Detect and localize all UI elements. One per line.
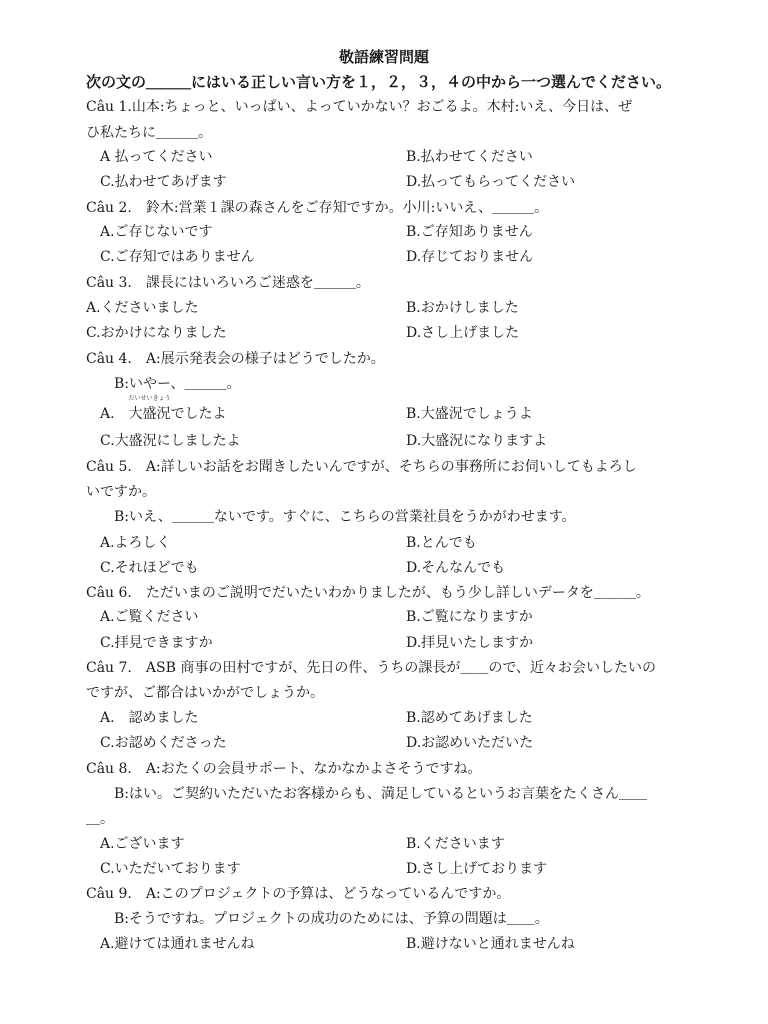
question-3-option-d: D.さし上げました <box>406 325 520 341</box>
question-6-option-d: D.拝見いたしますか <box>406 635 534 651</box>
question-7-line-2: ですが、ご都合はいかがでしょうか。 <box>86 685 324 701</box>
question-4-option-c: C.大盛況にしましたよ <box>100 433 241 449</box>
question-5-option-d: D.そんなんでも <box>406 560 506 576</box>
question-5-line-2: いですか。 <box>86 484 156 500</box>
question-8-option-c: C.いただいております <box>100 861 241 877</box>
question-2-option-b: B.ご存知ありません <box>406 224 533 240</box>
question-9-line-1: Câu 9. A:このプロジェクトの予算は、どうなっているんですか。 <box>86 886 511 902</box>
question-6-line-1: Câu 6. ただいまのご説明でだいたいわかりましたが、もう少し詳しいデータを＿＿＿。 <box>86 585 650 601</box>
question-1-option-c: C.払わせてあげます <box>100 174 227 190</box>
question-5-option-a: A.よろしく <box>100 535 171 551</box>
question-7-option-d: D.お認めいただいた <box>406 735 534 751</box>
question-8-option-b: B.くださいます <box>406 836 505 852</box>
question-2-line-1: Câu 2. 鈴木:営業１課の森さんをご存知ですか。小川:いいえ、＿＿＿。 <box>86 200 549 216</box>
question-5-option-b: B.とんでも <box>406 535 477 551</box>
question-1-option-a: A 払ってください <box>100 149 213 165</box>
worksheet-title: 敬語練習問題 <box>338 48 429 66</box>
ruby-base: 大盛況 <box>128 406 171 422</box>
question-8-line-2: B:はい。ご契約いただいたお客様からも、満足しているというお言葉をたくさん＿＿ <box>114 786 648 802</box>
question-5-line-3: B:いえ、＿＿＿ないです。すぐに、こちらの営業社員をうかがわせます。 <box>114 509 576 525</box>
question-4-line-1: Câu 4. A:展示発表会の様子はどうでしたか。 <box>86 351 385 367</box>
question-6-option-c: C.拝見できますか <box>100 635 213 651</box>
question-9-option-a: A.避けては通れませんね <box>100 936 255 952</box>
question-8-line-3: ＿。 <box>86 811 114 827</box>
question-5-line-1: Câu 5. A:詳しいお話をお聞きしたいんですが、そちらの事務所にお伺いしてもよろし <box>86 459 637 475</box>
question-7-option-c: C.お認めくださった <box>100 735 227 751</box>
question-4-option-b: B.大盛況でしょうよ <box>406 406 533 422</box>
question-9-option-b: B.避けないと通れませんね <box>406 936 575 952</box>
question-7-line-1: Câu 7. ASB 商事の田村ですが、先日の件、うちの課長が＿＿ので、近々お会いしたいの <box>86 660 657 676</box>
question-9-line-2: B:そうですね。プロジェクトの成功のためには、予算の問題は＿＿。 <box>114 911 549 927</box>
question-6-option-b: B.ご覧になりますか <box>406 609 533 625</box>
question-4-option-a <box>100 395 227 424</box>
question-5-option-c: C.それほどでも <box>100 560 199 576</box>
question-3-option-c: C.おかけになりました <box>86 325 227 341</box>
question-4-line-2: B:いやー、＿＿＿。 <box>114 376 241 392</box>
question-8-line-1: Câu 8. A:おたくの会員サポート、なかなかよさそうですね。 <box>86 761 482 777</box>
question-8-option-d: D.さし上げております <box>406 861 548 877</box>
question-4-option-d: D.大盛況になりますよ <box>406 433 548 449</box>
question-8-option-a: A.ございます <box>100 836 185 852</box>
question-3-option-b: B.おかけしました <box>406 300 519 316</box>
question-1-option-b: B.払わせてください <box>406 149 533 165</box>
option-a-prefix: A. <box>100 406 129 422</box>
question-7-option-b: B.認めてあげました <box>406 710 533 726</box>
instruction-text: 次の文の＿＿＿にはいる正しい言い方を１，２，３，４の中から一つ選んでください。 <box>86 73 672 91</box>
furigana-reading: だいせいきょう <box>128 395 171 402</box>
question-7-option-a: A. 認めました <box>100 710 199 726</box>
question-1-line-1: Câu 1.山本:ちょっと、いっぱい、よっていかない？おごるよ。木村:いえ、今日は、ぜ <box>86 99 633 115</box>
question-1-option-d: D.払ってもらってください <box>406 174 576 190</box>
question-2-option-c: C.ご存知ではありません <box>100 249 255 265</box>
ruby-word <box>128 395 171 424</box>
question-3-line-1: Câu 3. 課長にはいろいろご迷惑を＿＿＿。 <box>86 275 370 291</box>
question-2-option-d: D.存じておりません <box>406 249 534 265</box>
question-6-option-a: A.ご覧ください <box>100 609 199 625</box>
question-1-line-2: ひ私たちに＿＿＿。 <box>86 125 212 141</box>
option-a-suffix: でしたよ <box>170 406 227 422</box>
question-2-option-a: A.ご存じないです <box>100 224 213 240</box>
question-3-option-a: A.くださいました <box>86 300 199 316</box>
